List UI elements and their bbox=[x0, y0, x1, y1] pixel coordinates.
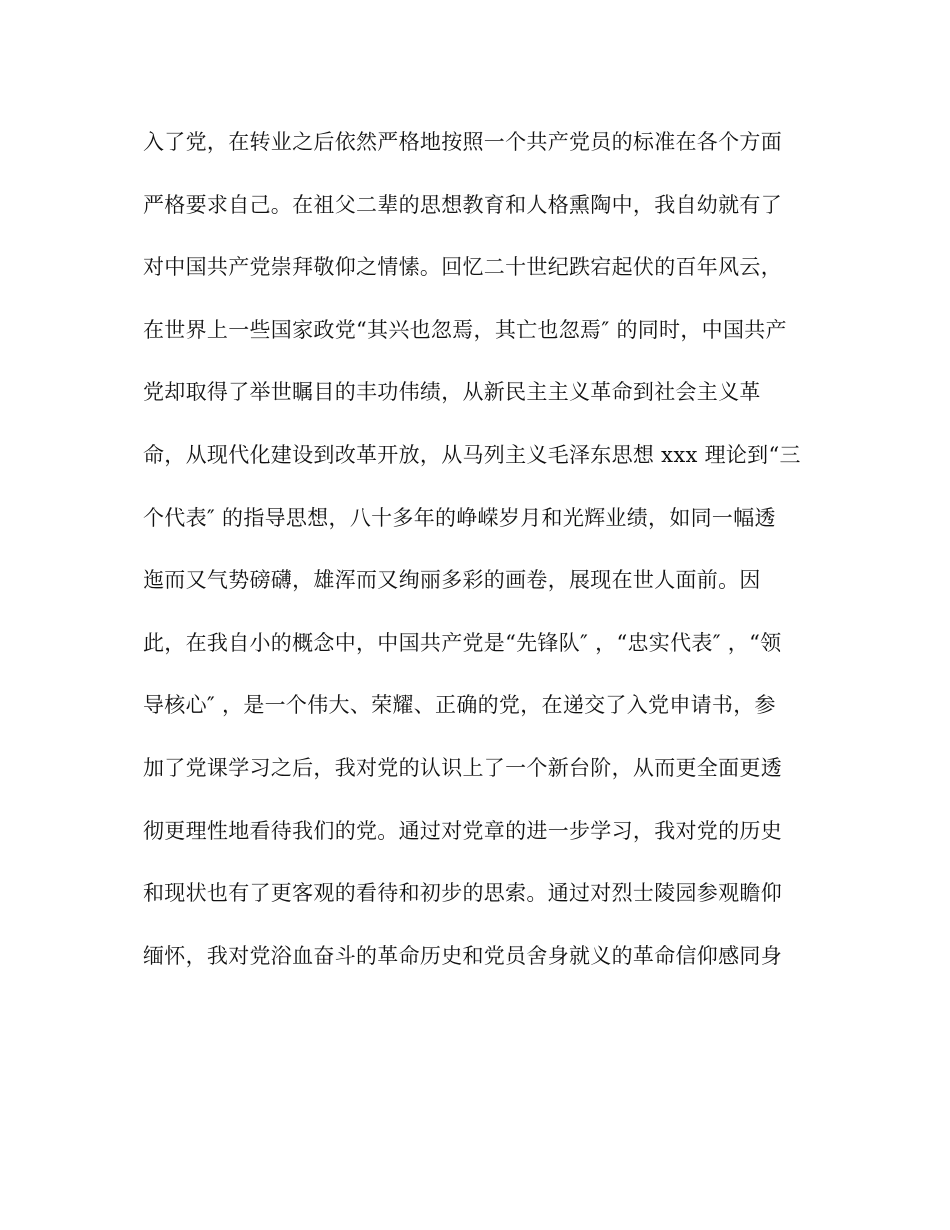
text-line: 导核心″ ，是一个伟大、荣耀、正确的党，在递交了入党申请书，参 bbox=[143, 693, 776, 718]
body-text bbox=[143, 122, 823, 998]
text-line: 缅怀，我对党浴血奋斗的革命历史和党员舍身就义的革命信仰感同身 bbox=[143, 943, 782, 968]
text-line: 入了党，在转业之后依然严格地按照一个共产党员的标准在各个方面 bbox=[143, 130, 782, 154]
text-line: 严格要求自己。在祖父二辈的思想教育和人格熏陶中，我自幼就有了 bbox=[143, 192, 782, 217]
text-line: 迤而又气势磅礴，雄浑而又绚丽多彩的画卷，展现在世人面前。因 bbox=[143, 568, 761, 593]
text-line: 此，在我自小的概念中，中国共产党是“先锋队″ ，“忠实代表″ ，“领 bbox=[143, 630, 782, 655]
text-line: 对中国共产党崇拜敬仰之情愫。回忆二十世纪跌宕起伏的百年风云， bbox=[143, 255, 782, 280]
text-line: 命，从现代化建设到改革开放，从马列主义毛泽东思想 xxx 理论到“三 bbox=[143, 442, 801, 467]
text-line: 加了党课学习之后，我对党的认识上了一个新台阶，从而更全面更透 bbox=[143, 755, 782, 780]
text-line: 在世界上一些国家政党“其兴也忽焉，其亡也忽焉″ 的同时，中国共产 bbox=[143, 317, 787, 342]
text-line: 彻更理性地看待我们的党。通过对党章的进一步学习，我对党的历史 bbox=[143, 818, 782, 843]
text-line: 和现状也有了更客观的看待和初步的思索。通过对烈士陵园参观瞻仰 bbox=[143, 881, 782, 906]
text-line: 个代表″ 的指导思想，八十多年的峥嵘岁月和光辉业绩，如同一幅透 bbox=[143, 505, 776, 530]
text-line: 党却取得了举世瞩目的丰功伟绩，从新民主主义革命到社会主义革 bbox=[143, 380, 761, 405]
